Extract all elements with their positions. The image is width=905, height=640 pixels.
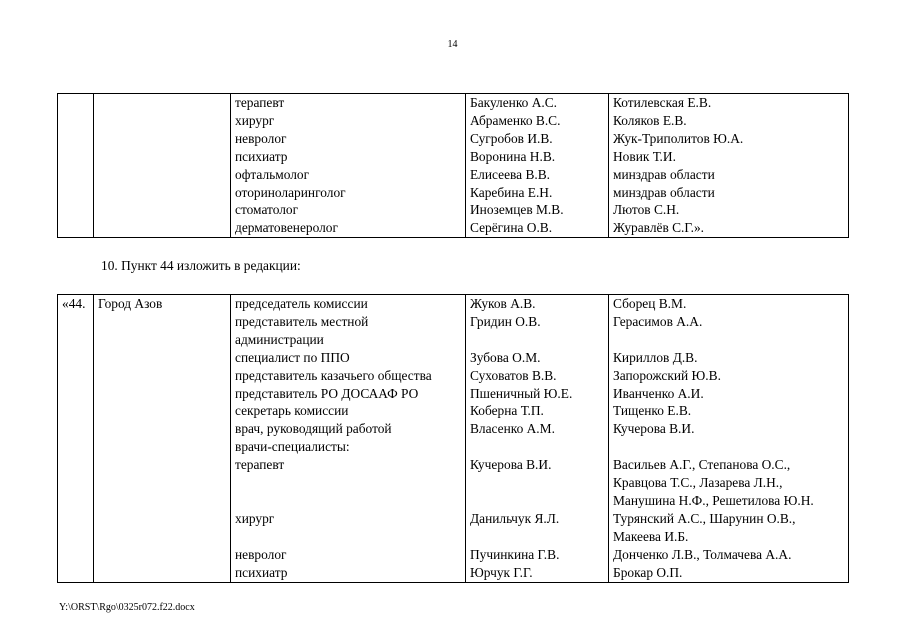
main-member-cell: Бакуленко А.С. xyxy=(466,94,609,112)
city-cell xyxy=(94,184,231,202)
row-number-cell xyxy=(58,420,94,456)
reserve-member-cell: Тищенко Е.В. xyxy=(609,402,849,420)
main-member-cell: Сугробов И.В. xyxy=(466,130,609,148)
main-member-cell: Жуков А.В. xyxy=(466,295,609,313)
table-row xyxy=(58,295,849,313)
main-member-cell: Пшеничный Ю.Е. xyxy=(466,385,609,403)
footer-file-path: Y:\ORST\Rgo\0325r072.f22.docx xyxy=(59,602,195,613)
reserve-member-cell: Лютов С.Н. xyxy=(609,201,849,219)
role-cell: психиатр xyxy=(231,564,466,582)
row-number-cell xyxy=(58,184,94,202)
row-number-cell xyxy=(58,166,94,184)
reserve-member-cell: минздрав области xyxy=(609,184,849,202)
table-row xyxy=(58,349,849,367)
reserve-member-cell: Сборец В.М. xyxy=(609,295,849,313)
row-number-cell xyxy=(58,546,94,564)
role-cell: оториноларинголог xyxy=(231,184,466,202)
city-cell xyxy=(94,456,231,510)
city-cell xyxy=(94,349,231,367)
role-cell: специалист по ППО xyxy=(231,349,466,367)
row-number-cell xyxy=(58,385,94,403)
main-member-cell: Елисеева В.В. xyxy=(466,166,609,184)
role-cell: председатель комиссии xyxy=(231,295,466,313)
table-row xyxy=(58,148,849,166)
reserve-member-cell: Кучерова В.И. xyxy=(609,420,849,456)
city-cell xyxy=(94,546,231,564)
city-cell xyxy=(94,420,231,456)
city-cell xyxy=(94,367,231,385)
role-cell: терапевт xyxy=(231,456,466,510)
city-cell xyxy=(94,166,231,184)
role-cell: представитель казачьего общества xyxy=(231,367,466,385)
reserve-member-cell: Васильев А.Г., Степанова О.С., Кравцова Т.С., Лазарева Л.Н., Манушина Н.Ф., Решетилова Ю.Н. xyxy=(609,456,849,510)
row-number-cell xyxy=(58,402,94,420)
reserve-member-cell: Жук-Триполитов Ю.А. xyxy=(609,130,849,148)
reserve-member-cell: Журавлёв С.Г.». xyxy=(609,219,849,237)
reserve-member-cell: Коляков Е.В. xyxy=(609,112,849,130)
reserve-member-cell: Герасимов А.А. xyxy=(609,313,849,349)
table-row xyxy=(58,201,849,219)
city-cell xyxy=(94,112,231,130)
table-row xyxy=(58,313,849,349)
row-number-cell xyxy=(58,564,94,582)
main-member-cell: Зубова О.М. xyxy=(466,349,609,367)
table-row xyxy=(58,456,849,510)
reserve-member-cell: Кириллов Д.В. xyxy=(609,349,849,367)
row-number-cell xyxy=(58,219,94,237)
reserve-member-cell: Турянский А.С., Шарунин О.В., Макеева И.Б. xyxy=(609,510,849,546)
commission-table-continued xyxy=(57,93,849,238)
role-cell: секретарь комиссии xyxy=(231,402,466,420)
row-number-cell xyxy=(58,148,94,166)
row-number-cell xyxy=(58,349,94,367)
table-row xyxy=(58,184,849,202)
city-cell xyxy=(94,510,231,546)
table-row xyxy=(58,94,849,112)
table-row xyxy=(58,367,849,385)
role-cell: представитель местной администрации xyxy=(231,313,466,349)
reserve-member-cell: Запорожский Ю.В. xyxy=(609,367,849,385)
main-member-cell: Кучерова В.И. xyxy=(466,456,609,510)
main-member-cell: Власенко А.М. xyxy=(466,420,609,456)
row-number-cell xyxy=(58,201,94,219)
role-cell: врач, руководящий работой врачи-специалисты: xyxy=(231,420,466,456)
main-member-cell: Абраменко В.С. xyxy=(466,112,609,130)
table-row xyxy=(58,385,849,403)
city-cell xyxy=(94,148,231,166)
role-cell: хирург xyxy=(231,112,466,130)
row-number-cell xyxy=(58,130,94,148)
page-number: 14 xyxy=(447,39,458,50)
main-member-cell: Суховатов В.В. xyxy=(466,367,609,385)
table-row xyxy=(58,130,849,148)
role-cell: дерматовенеролог xyxy=(231,219,466,237)
main-member-cell: Данильчук Я.Л. xyxy=(466,510,609,546)
table-row xyxy=(58,402,849,420)
role-cell: стоматолог xyxy=(231,201,466,219)
row-number-cell xyxy=(58,456,94,510)
role-cell: офтальмолог xyxy=(231,166,466,184)
main-member-cell: Иноземцев М.В. xyxy=(466,201,609,219)
row-number-cell xyxy=(58,510,94,546)
table-row xyxy=(58,420,849,456)
main-member-cell: Серёгина О.В. xyxy=(466,219,609,237)
city-cell xyxy=(94,564,231,582)
main-member-cell: Воронина Н.В. xyxy=(466,148,609,166)
city-cell xyxy=(94,402,231,420)
reserve-member-cell: Котилевская Е.В. xyxy=(609,94,849,112)
row-number-cell: «44. xyxy=(58,295,94,313)
role-cell: терапевт xyxy=(231,94,466,112)
reserve-member-cell: Донченко Л.В., Толмачева А.А. xyxy=(609,546,849,564)
reserve-member-cell: минздрав области xyxy=(609,166,849,184)
role-cell: представитель РО ДОСААФ РО xyxy=(231,385,466,403)
reserve-member-cell: Иванченко А.И. xyxy=(609,385,849,403)
city-cell xyxy=(94,219,231,237)
table-row xyxy=(58,112,849,130)
row-number-cell xyxy=(58,313,94,349)
role-cell: невролог xyxy=(231,130,466,148)
role-cell: психиатр xyxy=(231,148,466,166)
main-member-cell: Коберна Т.П. xyxy=(466,402,609,420)
table-row xyxy=(58,546,849,564)
reserve-member-cell: Брокар О.П. xyxy=(609,564,849,582)
city-cell: Город Азов xyxy=(94,295,231,313)
row-number-cell xyxy=(58,94,94,112)
amendment-paragraph: 10. Пункт 44 изложить в редакции: xyxy=(101,258,301,273)
city-cell xyxy=(94,94,231,112)
main-member-cell: Гридин О.В. xyxy=(466,313,609,349)
city-cell xyxy=(94,385,231,403)
table-row xyxy=(58,166,849,184)
table-row xyxy=(58,564,849,582)
main-member-cell: Пучинкина Г.В. xyxy=(466,546,609,564)
reserve-member-cell: Новик Т.И. xyxy=(609,148,849,166)
city-cell xyxy=(94,201,231,219)
city-cell xyxy=(94,313,231,349)
commission-table-azov xyxy=(57,294,849,583)
city-cell xyxy=(94,130,231,148)
table-row xyxy=(58,510,849,546)
role-cell: хирург xyxy=(231,510,466,546)
table-row xyxy=(58,219,849,237)
main-member-cell: Юрчук Г.Г. xyxy=(466,564,609,582)
main-member-cell: Каребина Е.Н. xyxy=(466,184,609,202)
row-number-cell xyxy=(58,112,94,130)
role-cell: невролог xyxy=(231,546,466,564)
row-number-cell xyxy=(58,367,94,385)
